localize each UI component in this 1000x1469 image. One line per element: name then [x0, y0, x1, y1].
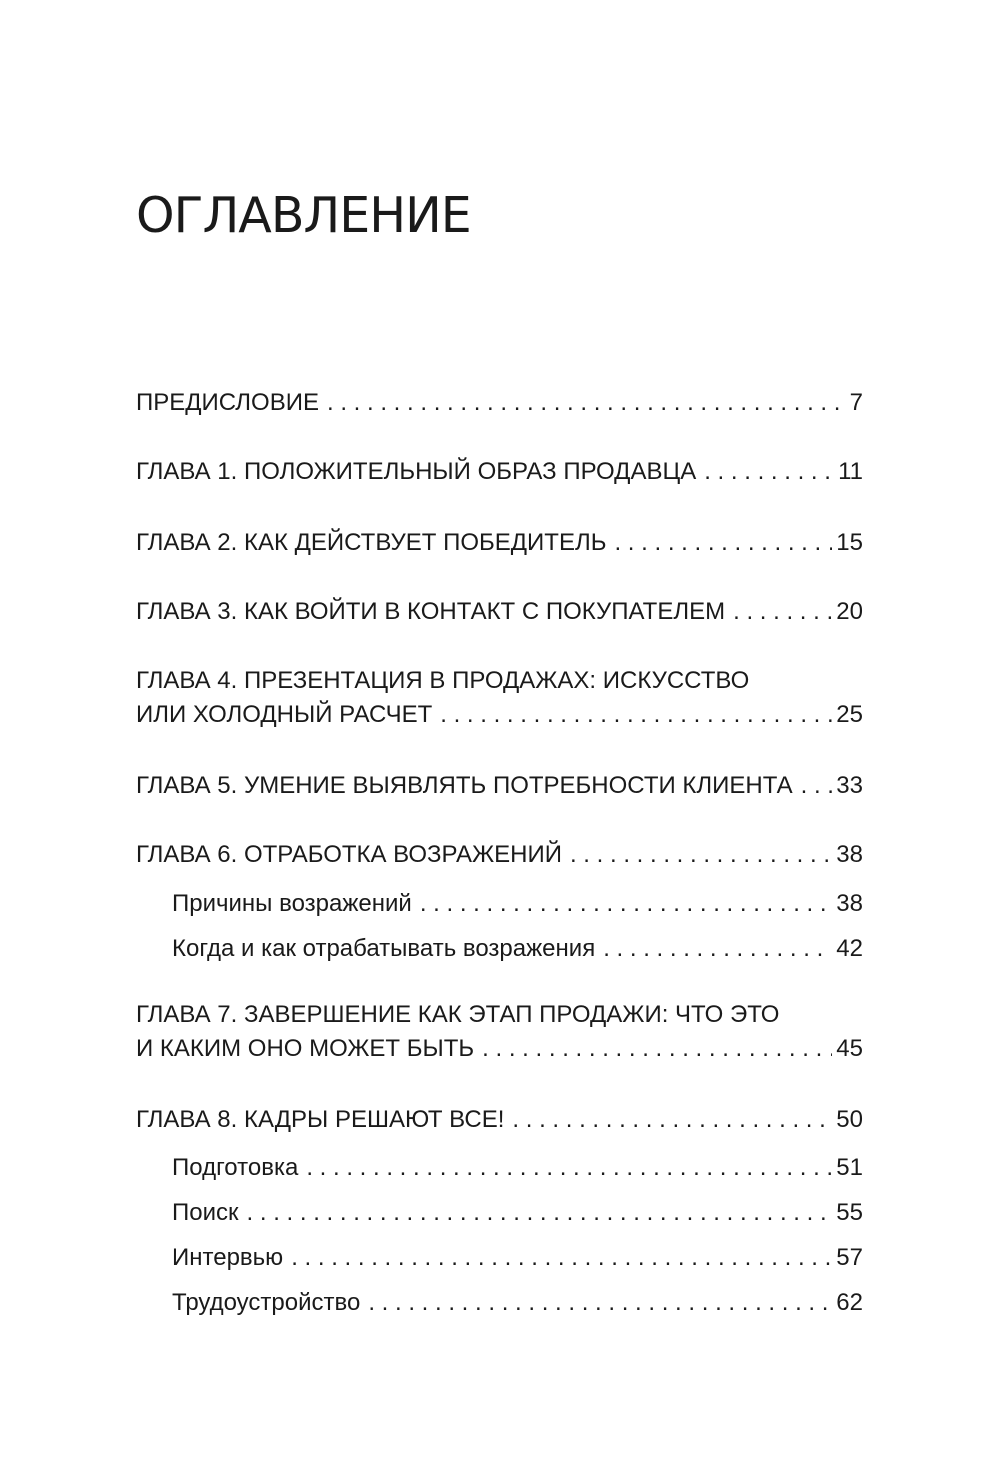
toc-subentry-employment[interactable]: [172, 1286, 863, 1320]
entry-page-number: 25: [836, 701, 863, 728]
dot-leader: [440, 698, 832, 732]
entry-page-number: 38: [836, 890, 863, 917]
entry-page-number: 62: [836, 1289, 863, 1316]
entry-page-number: 11: [838, 458, 863, 485]
dot-leader: [368, 1286, 832, 1320]
entry-page-number: 50: [836, 1106, 863, 1133]
entry-title-line-2: И КАКИМ ОНО МОЖЕТ БЫТЬ: [136, 1035, 475, 1062]
toc-entry-chapter-6[interactable]: [136, 838, 863, 872]
entry-title: ПРЕДИСЛОВИЕ: [136, 389, 319, 416]
entry-title: Когда и как отрабатывать возражения: [172, 935, 596, 962]
toc-entry-chapter-2[interactable]: [136, 526, 863, 560]
toc-title: ОГЛАВЛЕНИЕ: [136, 187, 471, 244]
entry-title-line-1: ГЛАВА 4. ПРЕЗЕНТАЦИЯ В ПРОДАЖАХ: ИСКУССТВО: [136, 667, 750, 694]
toc-entry-chapter-1[interactable]: [136, 455, 863, 489]
entry-title: ГЛАВА 3. КАК ВОЙТИ В КОНТАКТ С ПОКУПАТЕЛЕМ: [136, 598, 726, 625]
toc-entry-chapter-4[interactable]: [136, 664, 863, 732]
entry-page-number: 45: [836, 1035, 863, 1062]
entry-page-number: 33: [836, 772, 863, 799]
entry-page-number: 51: [836, 1154, 863, 1181]
dot-leader: [614, 526, 832, 560]
dot-leader: [603, 932, 832, 966]
toc-entry-chapter-5[interactable]: [136, 769, 863, 803]
entry-page-number: 15: [836, 529, 863, 556]
dot-leader: [291, 1241, 832, 1275]
toc-subentry-interview[interactable]: [172, 1241, 863, 1275]
entry-title: ГЛАВА 6. ОТРАБОТКА ВОЗРАЖЕНИЙ: [136, 841, 562, 868]
toc-subentry-handling-objections[interactable]: [172, 932, 863, 966]
toc-subentry-objection-reasons[interactable]: [172, 887, 863, 921]
toc-entry-chapter-7[interactable]: [136, 998, 863, 1066]
entry-page-number: 55: [836, 1199, 863, 1226]
toc-entry-preface[interactable]: [136, 386, 863, 420]
dot-leader: [570, 838, 832, 872]
dot-leader: [482, 1032, 832, 1066]
entry-page-number: 42: [836, 935, 863, 962]
dot-leader: [420, 887, 832, 921]
entry-page-number: 20: [836, 598, 863, 625]
toc-entry-chapter-3[interactable]: [136, 595, 863, 629]
entry-title: Интервью: [172, 1244, 284, 1271]
toc-subentry-preparation[interactable]: [172, 1151, 863, 1185]
entry-title: ГЛАВА 2. КАК ДЕЙСТВУЕТ ПОБЕДИТЕЛЬ: [136, 529, 607, 556]
dot-leader: [801, 769, 833, 803]
entry-page-number: 57: [836, 1244, 863, 1271]
entry-title: Подготовка: [172, 1154, 299, 1181]
entry-page-number: 7: [849, 389, 863, 416]
toc-entry-chapter-8[interactable]: [136, 1103, 863, 1137]
entry-title-line-2: ИЛИ ХОЛОДНЫЙ РАСЧЕТ: [136, 701, 433, 728]
dot-leader: [704, 455, 834, 489]
entry-title: Причины возражений: [172, 890, 412, 917]
entry-title-line-1: ГЛАВА 7. ЗАВЕРШЕНИЕ КАК ЭТАП ПРОДАЖИ: ЧТО ЭТО: [136, 1001, 780, 1028]
entry-title: ГЛАВА 8. КАДРЫ РЕШАЮТ ВСЕ!: [136, 1106, 505, 1133]
entry-title: ГЛАВА 1. ПОЛОЖИТЕЛЬНЫЙ ОБРАЗ ПРОДАВЦА: [136, 458, 697, 485]
entry-title: Трудоустройство: [172, 1289, 361, 1316]
dot-leader: [327, 386, 846, 420]
dot-leader: [733, 595, 832, 629]
entry-title: ГЛАВА 5. УМЕНИЕ ВЫЯВЛЯТЬ ПОТРЕБНОСТИ КЛИЕНТА: [136, 772, 793, 799]
entry-title: Поиск: [172, 1199, 239, 1226]
dot-leader: [247, 1196, 833, 1230]
entry-page-number: 38: [836, 841, 863, 868]
toc-subentry-search[interactable]: [172, 1196, 863, 1230]
dot-leader: [306, 1151, 832, 1185]
dot-leader: [512, 1103, 832, 1137]
